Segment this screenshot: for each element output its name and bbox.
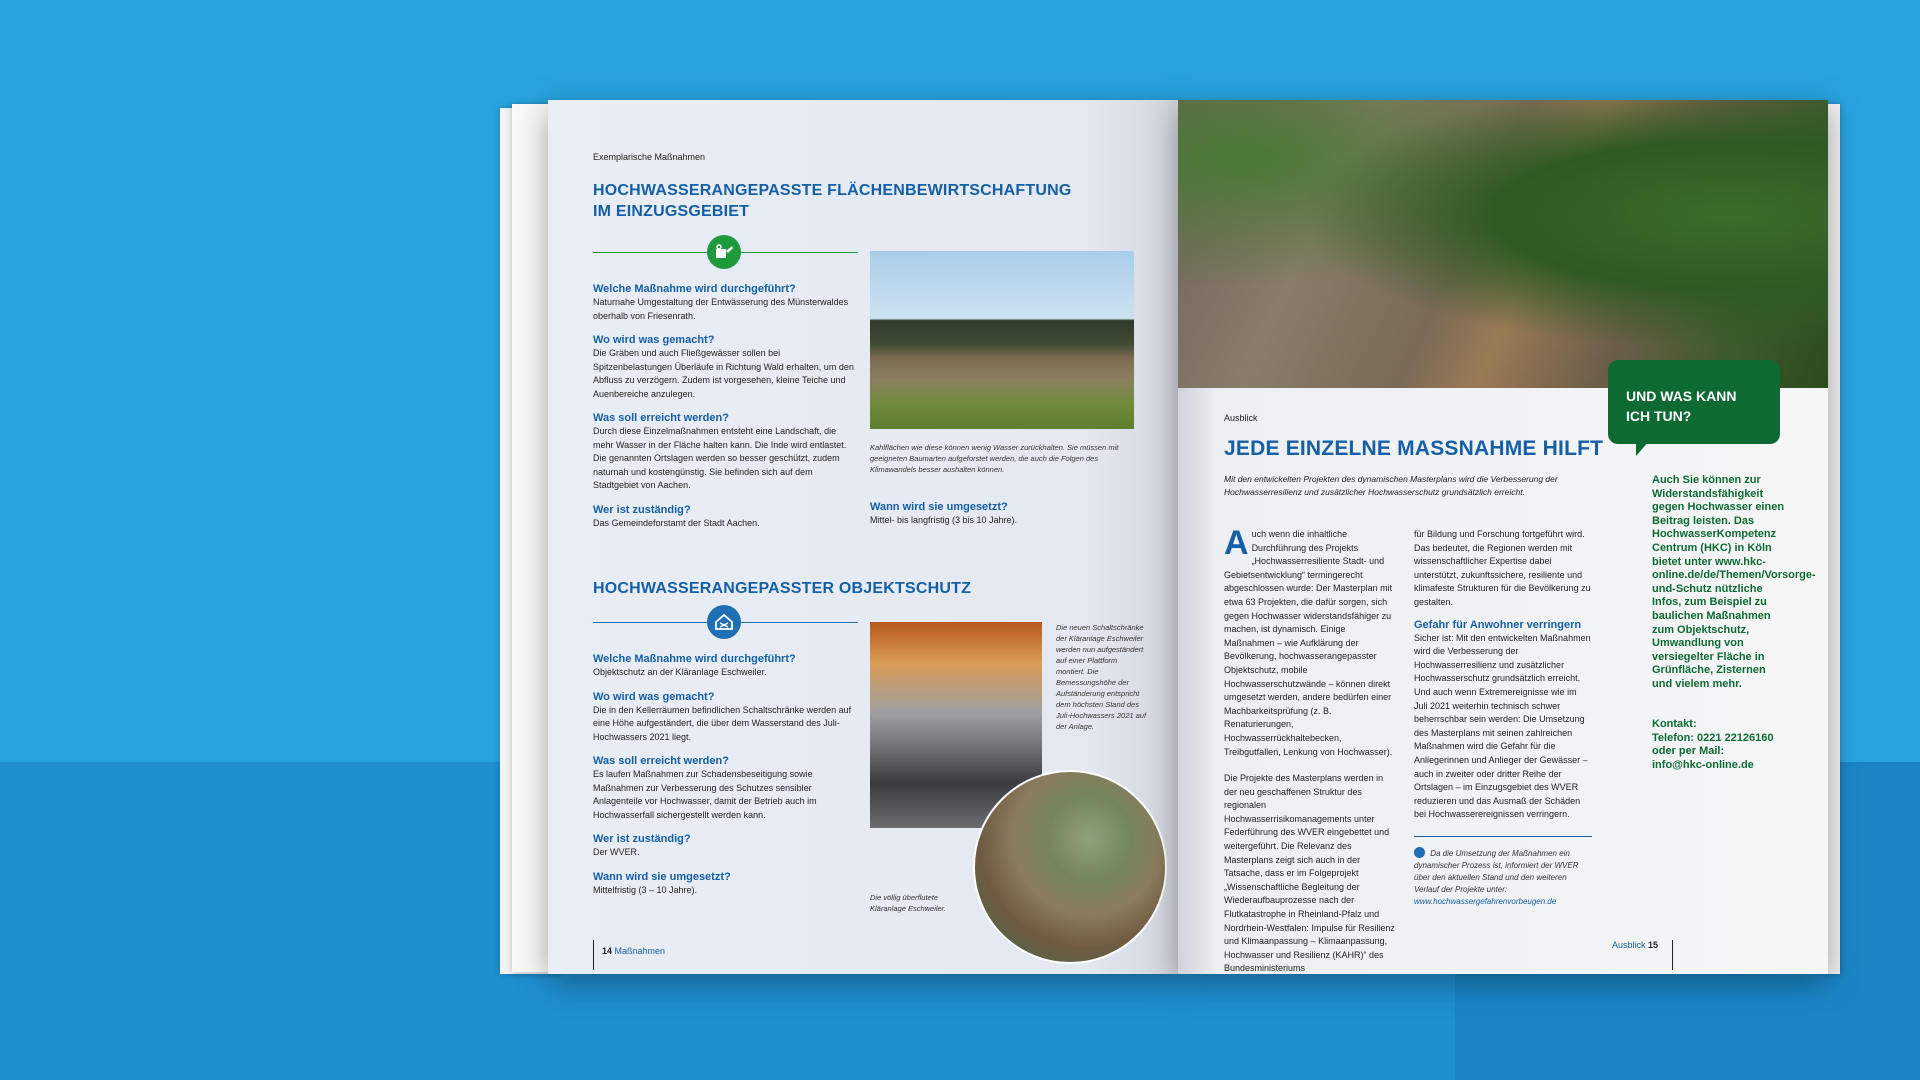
right-column-2 xyxy=(1414,528,1592,908)
right-intro: Mit den entwickelten Projekten des dynamischen Masterplans wird die Verbesserung der Hochwasserresilienz und zusätzlicher Hochwasserschutz grundsätzlich erreicht. xyxy=(1224,474,1558,497)
callout-tail xyxy=(1636,440,1650,456)
section2-q3: Was soll erreicht werden? xyxy=(593,755,729,767)
section1-title xyxy=(593,180,1073,222)
left-footer-label: Maßnahmen xyxy=(614,946,666,956)
callout-line1: UND WAS KANN xyxy=(1626,388,1737,404)
section2-a5: Mittelfristig (3 – 10 Jahre). xyxy=(593,884,698,895)
callout-line2: ICH TUN? xyxy=(1626,408,1692,424)
globe-icon xyxy=(1414,847,1425,858)
section2-a3: Es laufen Maßnahmen zur Schadensbeseitigung sowie Maßnahmen zur Verbesserung des Schutzes sensibler Anlagenteile vor Hochwasser, damit der Betrieb auch im Hochwasserfall sichergestellt werden kann. xyxy=(593,769,817,820)
forest-photo xyxy=(870,251,1134,429)
section2-a1: Objektschutz an der Kläranlage Eschweiler. xyxy=(593,667,767,677)
col1-para1-text: uch wenn die inhaltliche Durchführung des Projekts „Hochwasserresiliente Stadt- und Gebietsentwicklung“ termingerecht abgeschlossen wurde: Der Masterplan mit etwa 63 Projekten, die dafür sorgen, sich gegen Hochwasser widerstandsfähiger zu machen, ist dynamisch. Einige Maßnahmen – wie Aufklärung der Bevölkerung, hochwasserangepasster Objektschutz, mobile Hochwasserschutzwände – können direkt umgesetzt werden, andere bedürfen einer Machbarkeitsprüfung (z. B. Renaturierungen, Hochwasserrückhaltebecken, Treibgutfallen, Lenkung von Hochwasser). xyxy=(1224,529,1393,757)
section1-q5: Wann wird sie umgesetzt? xyxy=(870,501,1008,513)
section2-q5: Wann wird sie umgesetzt? xyxy=(593,870,731,883)
switchgear-caption: Die neuen Schaltschränke der Kläranlage Eschweiler werden nun aufgeständert auf einer Plattform montiert. Die Bemessungshöhe der Aufständerung entspricht dem höchsten Stand des Juli-Hochwassers 2021 auf der Anlage. xyxy=(1056,623,1147,731)
callout-box xyxy=(1608,360,1780,444)
note-link[interactable]: www.hochwassergefahrenvorbeugen.de xyxy=(1414,896,1557,906)
flood-photo xyxy=(973,770,1167,964)
left-footer-rule xyxy=(593,940,594,970)
section1-q3: Was soll erreicht werden? xyxy=(593,412,729,424)
section1-q4: Wer ist zuständig? xyxy=(593,503,691,516)
contact-mail[interactable]: info@hkc-online.de xyxy=(1652,758,1754,771)
contact-mail-label: oder per Mail: xyxy=(1652,745,1725,758)
section2-title: HOCHWASSERANGEPASSTER OBJEKTSCHUTZ xyxy=(593,580,972,597)
section2-q1: Welche Maßnahme wird durchgeführt? xyxy=(593,653,796,665)
right-footer-rule xyxy=(1672,940,1673,970)
dropcap: A xyxy=(1224,524,1249,562)
watering-can-icon xyxy=(707,235,741,269)
section1-qa xyxy=(593,282,858,530)
section1-a4: Das Gemeindeforstamt der Stadt Aachen. xyxy=(593,517,760,528)
col1-para2: Die Projekte des Masterplans werden in der neu geschaffenen Struktur des regionalen Hochwasserrisikomanagements unter Federführung des WVER eingebettet und weitergeführt. Die Relevanz des Masterplans zeigt sich auch in der Tatsache, dass er im Folgeprojekt „Wissenschaftliche Begleitung der Wiederaufbauprozesse nach der Flutkatastrophe in Rheinland-Pfalz und Nordrhein-Westfalen: Impulse für Resilienz und Klimaanpassung – Klimaanpassung, Hochwasser und Resilienz (KAHR)“ des Bundesministeriums xyxy=(1224,773,1395,974)
contact-phone: Telefon: 0221 22126160 xyxy=(1652,731,1774,744)
section1-a5: Mittel- bis langfristig (3 bis 10 Jahre). xyxy=(870,515,1018,525)
section1-title-line2: IM EINZUGSGEBIET xyxy=(593,203,750,220)
left-page xyxy=(548,100,1178,974)
left-footer xyxy=(602,946,665,956)
section2-q2: Wo wird was gemacht? xyxy=(593,690,715,703)
left-page-number: 14 xyxy=(602,946,613,956)
note-block xyxy=(1414,847,1592,908)
col1-para1 xyxy=(1224,524,1396,759)
col2-para2: Sicher ist: Mit den entwickelten Maßnahmen wird die Verbesserung der Hochwasserresilienz und zusätzlicher Hochwasserschutz grundsätzlich erreicht. Und auch wenn Extremereignisse wie im Juli 2021 weiterhin technisch schwer beherrschbar sein werden: Die Umsetzung des Masterplans mit seinen zahlreichen Maßnahmen wird die Gefahr für die Anliegerinnen und Anlieger der Gewässer – auch in zweiter oder dritter Reihe der Ortslagen – im Einzugsgebiet des WVER reduzieren und das Ausmaß der Schäden bei Hochwasserereignissen verringern. xyxy=(1414,632,1591,820)
right-column-1 xyxy=(1224,524,1396,974)
right-page-number: 15 xyxy=(1648,940,1659,950)
section1-q2: Wo wird was gemacht? xyxy=(593,334,715,346)
col2-para1: für Bildung und Forschung fortgeführt wird. Das bedeutet, die Regionen werden mit wissenschaftlicher Expertise dabei unterstützt, zukunftssichere, resiliente und klimafeste Strukturen für die Bevölkerung zu gestalten. xyxy=(1414,529,1591,607)
right-footer xyxy=(1612,940,1658,950)
aerial-flood-photo xyxy=(1178,100,1828,388)
note-text: Da die Umsetzung der Maßnahmen ein dynamischer Prozess ist, informiert der WVER über den aktuellen Stand und den weiteren Verlauf der Projekte unter: xyxy=(1414,848,1579,894)
section2-qa xyxy=(593,652,858,897)
right-title: JEDE EINZELNE MASSNAHME HILFT xyxy=(1224,437,1604,460)
house-protection-icon xyxy=(707,605,741,639)
forest-caption: Kahlflächen wie diese können wenig Wasser zurückhalten. Sie müssen mit geeigneten Baumarten aufgeforstet werden, die auch die Folgen des Klimawandels besser aushalten können. xyxy=(870,443,1119,474)
flood-caption: Die völlig überflutete Kläranlage Eschweiler. xyxy=(870,893,947,913)
right-kicker: Ausblick xyxy=(1224,413,1258,423)
callout-text xyxy=(1626,386,1736,426)
section2-a4: Der WVER. xyxy=(593,847,640,857)
right-footer-label: Ausblick xyxy=(1612,940,1646,950)
col2-heading: Gefahr für Anwohner verringern xyxy=(1414,618,1582,631)
left-kicker: Exemplarische Maßnahmen xyxy=(593,152,706,162)
section1-a2: Die Gräben und auch Fließgewässer sollen bei Spitzenbelastungen Überläufe in Richtung Wald erhalten, um den Abfluss zu verzögern. Zudem ist vorgesehen, kleine Teiche und Auenbereiche anzulegen. xyxy=(593,348,854,399)
note-rule xyxy=(1414,836,1592,837)
section1-q1: Welche Maßnahme wird durchgeführt? xyxy=(593,283,796,295)
contact-label: Kontakt: xyxy=(1652,718,1697,730)
sidebar-text: Auch Sie können zur Widerstandsfähigkeit gegen Hochwasser einen Beitrag leisten. Das HochwasserKompetenz Centrum (HKC) in Köln bietet unter www.hkc-online.de/de/Themen/Vorsorge-und-Schutz nützliche Infos, zum Beispiel zu baulichen Maßnahmen zum Objektschutz, Umwandlung von versiegelter Fläche in Grünfläche, Zisternen und vielem mehr. xyxy=(1652,474,1816,690)
section1-a3: Durch diese Einzelmaßnahmen entsteht eine Landschaft, die mehr Wasser in der Fläche halten kann. Die Inde wird entlastet. Die genannten Ortslagen werden so besser geschützt, zudem naturnah und kostengünstig. Sie befinden sich auf dem Stadtgebiet von Aachen. xyxy=(593,426,847,490)
contact-block xyxy=(1652,718,1792,772)
section2-q4: Wer ist zuständig? xyxy=(593,833,691,845)
section1-title-line1: HOCHWASSERANGEPASSTE FLÄCHENBEWIRTSCHAFTUNG xyxy=(593,182,1072,199)
section2-a2: Die in den Kellerräumen befindlichen Schaltschränke werden auf eine Höhe aufgeständert, die über dem Wasserstand des Juli-Hochwassers 2021 liegt. xyxy=(593,704,852,742)
section1-timing xyxy=(870,500,1132,528)
section1-a1: Naturnahe Umgestaltung der Entwässerung des Münsterwaldes oberhalb von Friesenrath. xyxy=(593,297,849,321)
